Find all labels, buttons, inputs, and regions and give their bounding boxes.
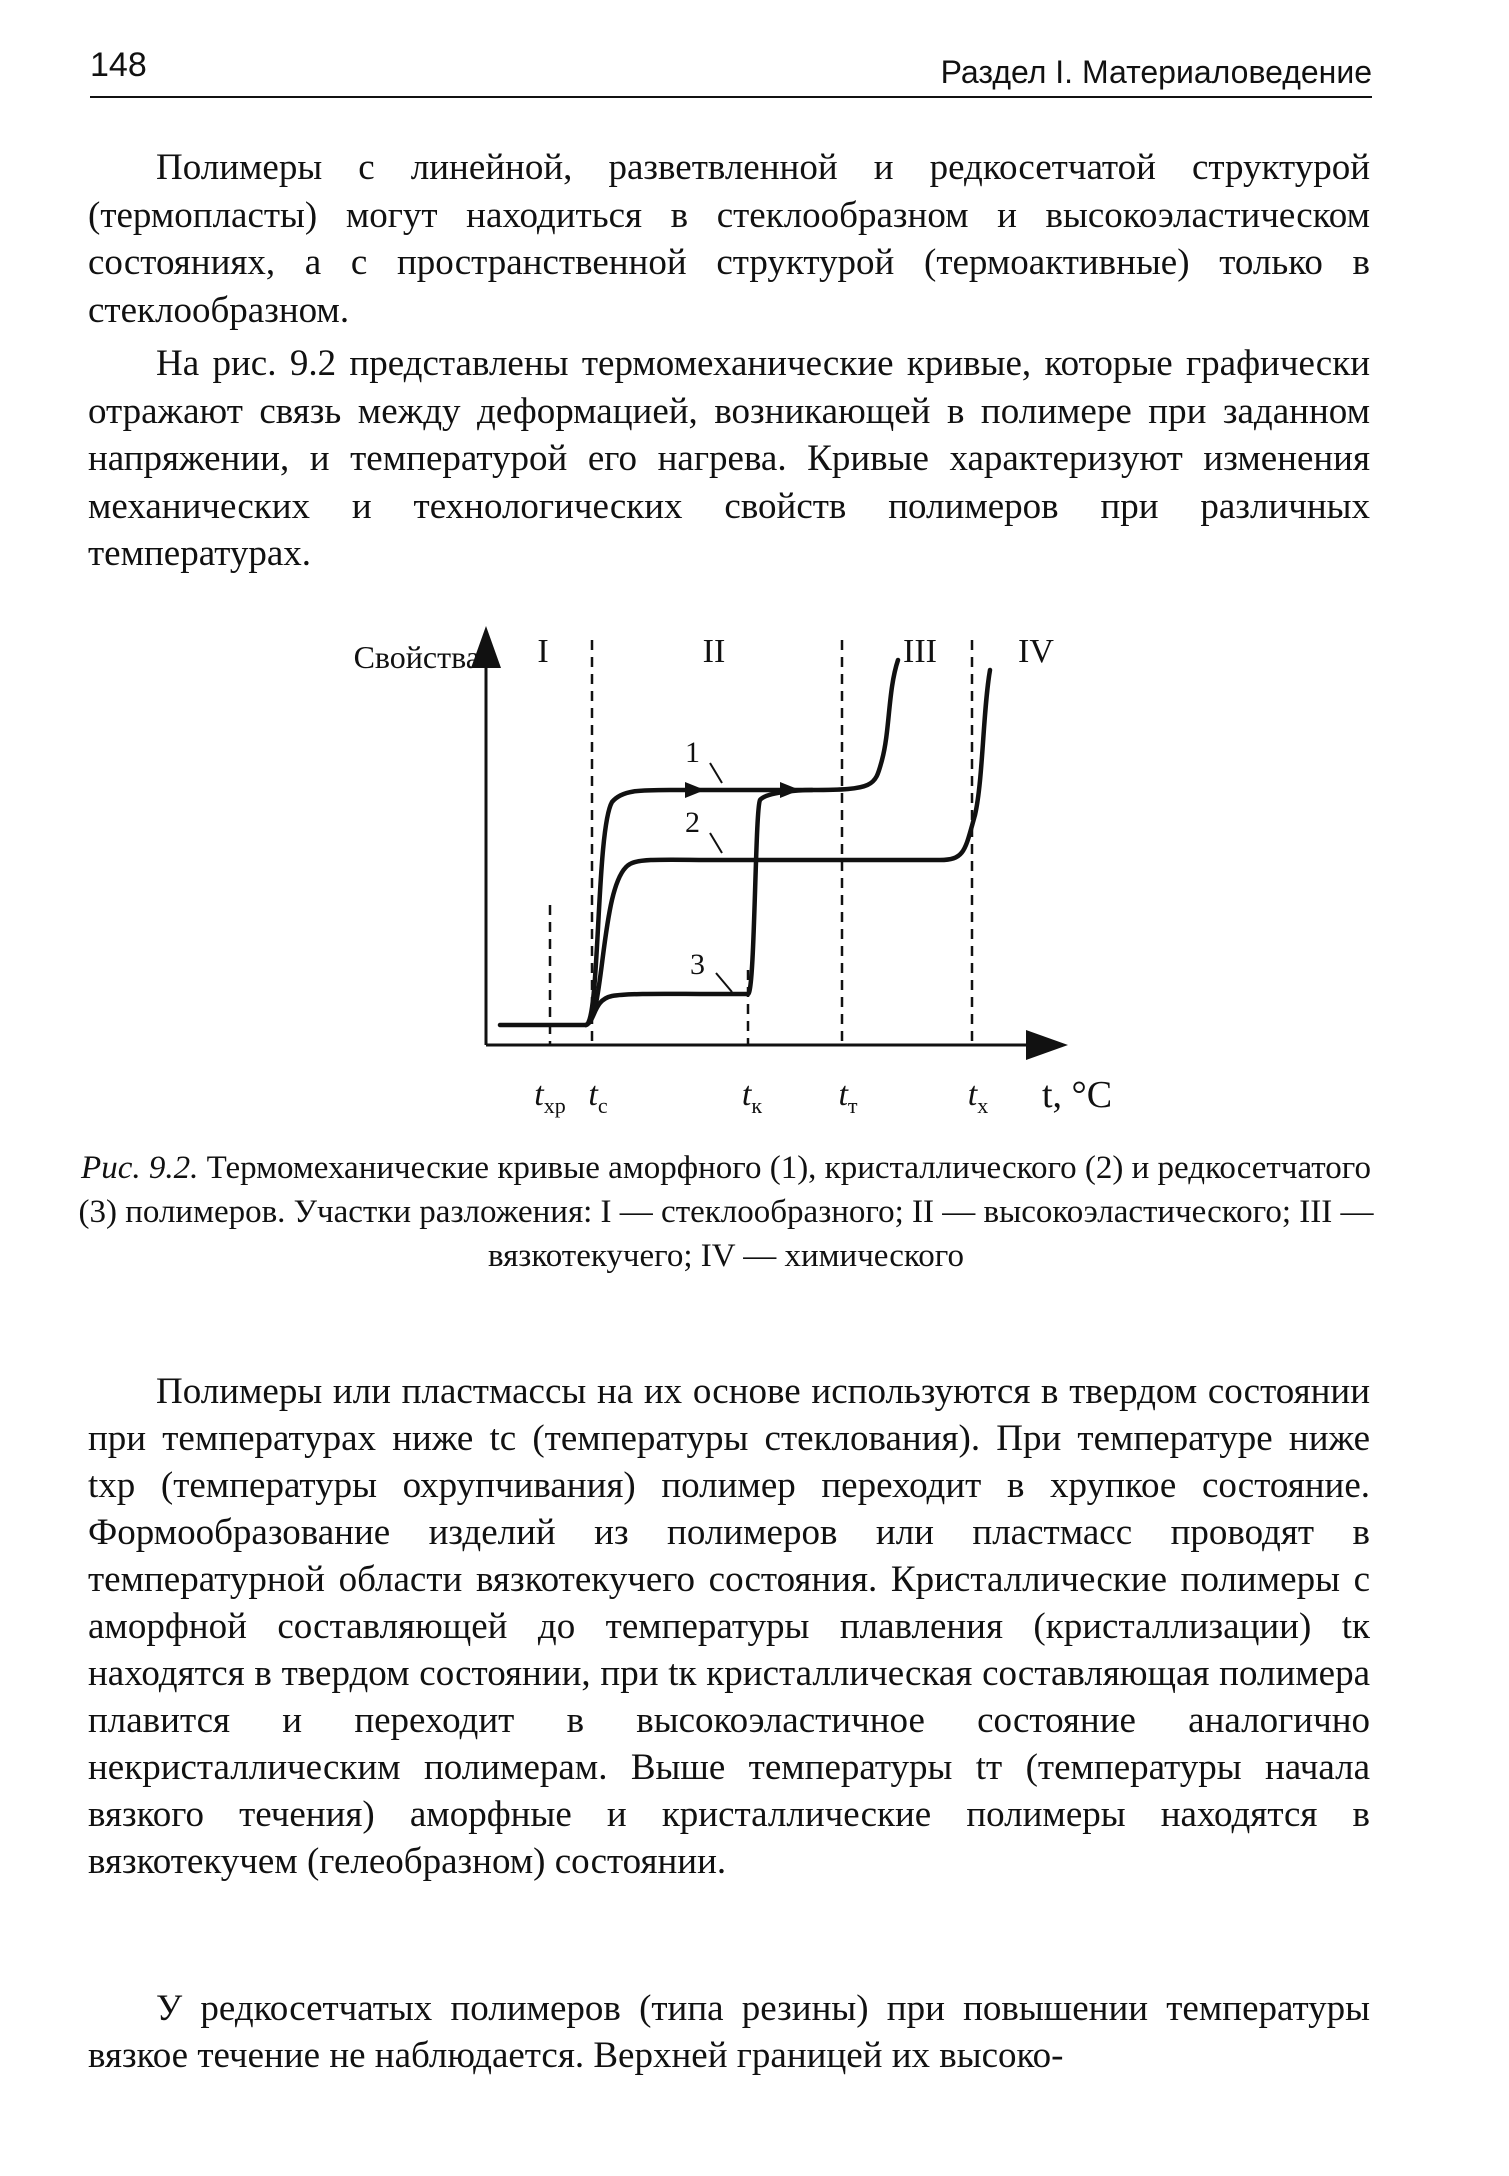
curve-2-label: 2: [685, 806, 700, 839]
caption-label: Рис. 9.2.: [81, 1150, 199, 1186]
curve-1-leader: [710, 763, 722, 783]
curve-3-leader: [716, 973, 732, 992]
thermomechanical-curves-figure: [300, 610, 1140, 1130]
paragraph-figure-intro: На рис. 9.2 представлены термомеханические кривые, которые графически отражают связь между деформацией, возникающей в полимере при заданном напряжении, и температурой его нагрева. Кривые характеризуют изменения механических и технологических свойств полимеров при различных температурах.: [88, 343, 1370, 574]
curve-1-arrow-b: [780, 782, 800, 798]
region-label-III: III: [903, 633, 937, 670]
region-label-IV: IV: [1018, 633, 1054, 670]
curve-2-crystalline: [586, 670, 990, 1025]
curve-1-label: 1: [685, 736, 700, 769]
t-k-label: $t_к$: [741, 1076, 763, 1118]
y-axis-label: Свойства: [353, 639, 480, 675]
section-title: Раздел I. Материаловедение: [940, 54, 1372, 90]
paragraph-network-polymers: У редкосетчатых полимеров (типа резины) при повышении температуры вязкое течение не наблюдается. Верхней границей их высоко-: [88, 1988, 1370, 2076]
t-x-label: $t_х$: [967, 1076, 989, 1118]
region-label-II: II: [702, 633, 726, 670]
page-header: [90, 46, 1372, 98]
page-number: 148: [90, 46, 147, 84]
paragraph-temperature-states: Полимеры или пластмассы на их основе используются в твердом состоянии при температурах ниже tс (температуры стеклования). При температуре ниже tхр (температуры охрупчивания) полимер переходит в хрупкое состояние. Формообразование изделий из полимеров или пластмасс проводят в температурной области вязкотекучего состояния. Кристаллические полимеры с аморфной составляющей до температуры плавления (кристаллизации) tк находятся в твердом состоянии, при tк кристаллическая составляющая полимера плавится и переходит в высокоэластичное состояние аналогично некристаллическим полимерам. Выше температуры tт (температуры начала вязкого течения) аморфные и кристаллические полимеры находятся в вязкотекучем (гелеобразном) состоянии.: [88, 1371, 1370, 1882]
curve-3-label: 3: [690, 948, 705, 981]
t-t-label: $t_т$: [838, 1076, 858, 1118]
region-label-I: I: [537, 633, 549, 670]
figure-caption: [76, 1146, 1376, 1278]
header-rule: [90, 96, 1372, 98]
curve-1-arrow-a: [685, 782, 705, 798]
curve-2-leader: [710, 833, 722, 853]
paragraph-thermoplastics: Полимеры с линейной, разветвленной и редкосетчатой структурой (термопласты) могут находиться в стеклообразном и высокоэластическом состояниях, а с пространственной структурой (термоактивные) только в стеклообразном.: [88, 147, 1370, 331]
x-axis-label: t, °C: [1042, 1074, 1113, 1116]
t-c-label: $t_с$: [588, 1076, 608, 1118]
t-hr-label: $t_{хр}$: [534, 1076, 566, 1118]
caption-text: Термомеханические кривые аморфного (1), кристаллического (2) и редкосетчатого (3) полимеров. Участки разложения: I — стеклообразного; II — высокоэластического; III — вязкотекучего; IV — химического: [78, 1150, 1374, 1274]
